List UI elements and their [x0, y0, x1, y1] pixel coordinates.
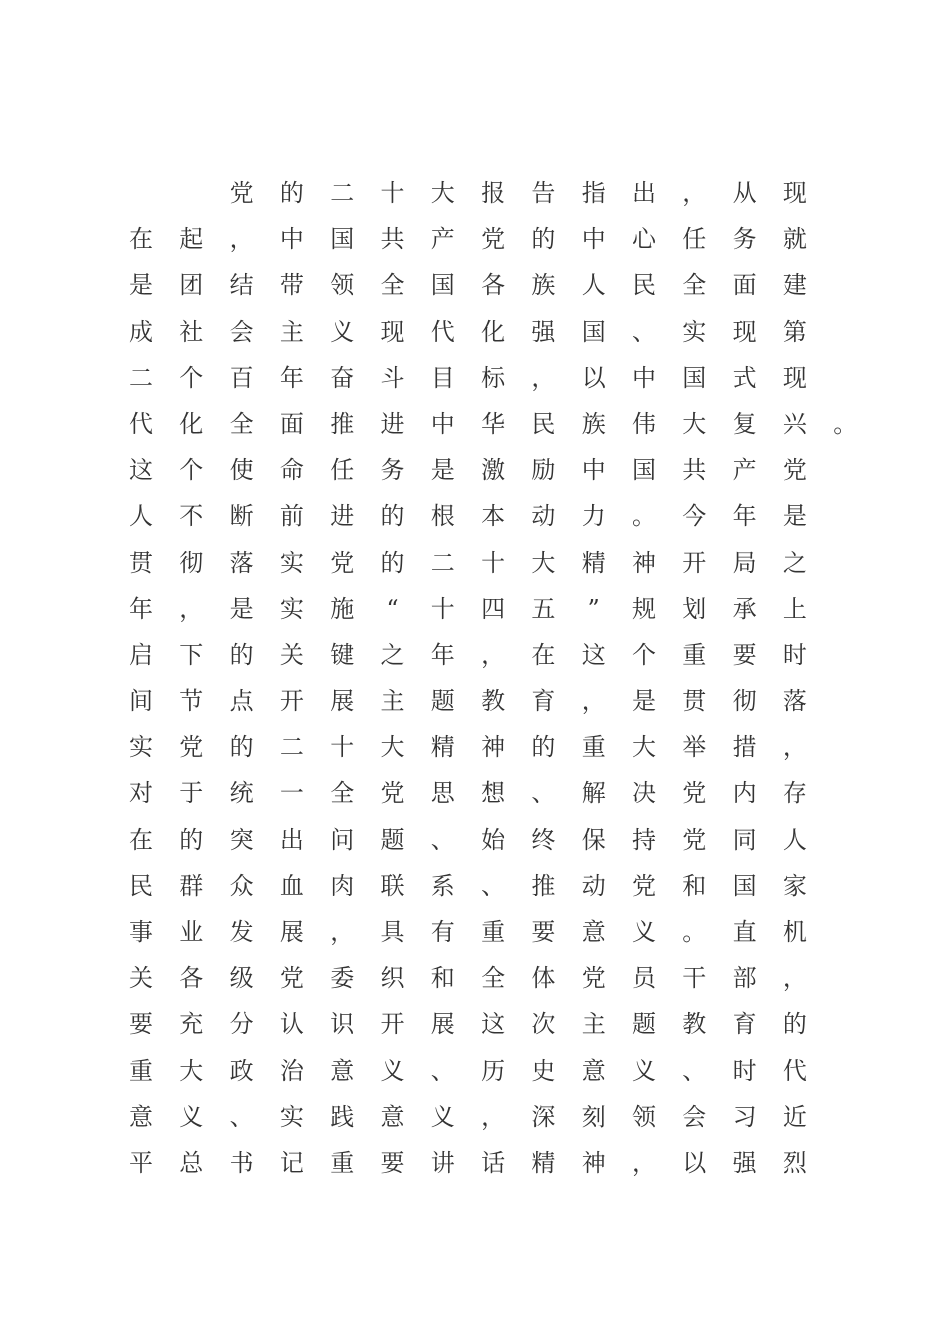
text-line: 这 个 使 命 任 务 是 激 励 中 国 共 产 党	[129, 456, 807, 485]
text-line: 实 党 的 二 十 大 精 神 的 重 大 举 措 ，	[129, 733, 807, 762]
text-line: 对 于 统 一 全 党 思 想 、 解 决 党 内 存	[129, 779, 807, 808]
text-line: 是 团 结 带 领 全 国 各 族 人 民 全 面 建	[129, 271, 807, 300]
body-text	[128, 170, 888, 1186]
text-line: 重 大 政 治 意 义 、 历 史 意 义 、 时 代	[129, 1056, 807, 1085]
text-line: 在 起 ， 中 国 共 产 党 的 中 心 任 务 就	[129, 225, 807, 254]
text-line: 年 ， 是 实 施 “ 十 四 五 ” 规 划 承 上	[129, 594, 807, 623]
text-line: 关 各 级 党 委 织 和 全 体 党 员 干 部 ，	[129, 964, 807, 993]
text-line: 在 的 突 出 问 题 、 始 终 保 持 党 同 人	[129, 825, 807, 854]
text-line: 意 义 、 实 践 意 义 ， 深 刻 领 会 习 近	[129, 1102, 807, 1131]
text-line: 代 化 全 面 推 进 中 华 民 族 伟 大 复 兴 。	[129, 409, 858, 438]
text-line: 人 不 断 前 进 的 根 本 动 力 。 今 年 是	[129, 502, 807, 531]
text-line: 事 业 发 展 ， 具 有 重 要 意 义 。 直 机	[129, 918, 807, 946]
text-line: 党 的 二 十 大 报 告 指 出 ， 从 现	[229, 179, 807, 207]
text-line: 贯 彻 落 实 党 的 二 十 大 精 神 开 局 之	[129, 548, 807, 577]
text-line: 间 节 点 开 展 主 题 教 育 ， 是 贯 彻 落	[129, 687, 807, 716]
text-line: 要 充 分 认 识 开 展 这 次 主 题 教 育 的	[129, 1010, 807, 1039]
text-line: 启 下 的 关 键 之 年 ， 在 这 个 重 要 时	[129, 640, 807, 669]
text-line: 民 群 众 血 肉 联 系 、 推 动 党 和 国 家	[129, 871, 807, 900]
text-line: 二 个 百 年 奋 斗 目 标 ， 以 中 国 式 现	[129, 363, 807, 392]
text-line: 成 社 会 主 义 现 代 化 强 国 、 实 现 第	[129, 317, 807, 346]
text-line: 平 总 书 记 重 要 讲 话 精 神 ， 以 强 烈	[129, 1148, 807, 1177]
